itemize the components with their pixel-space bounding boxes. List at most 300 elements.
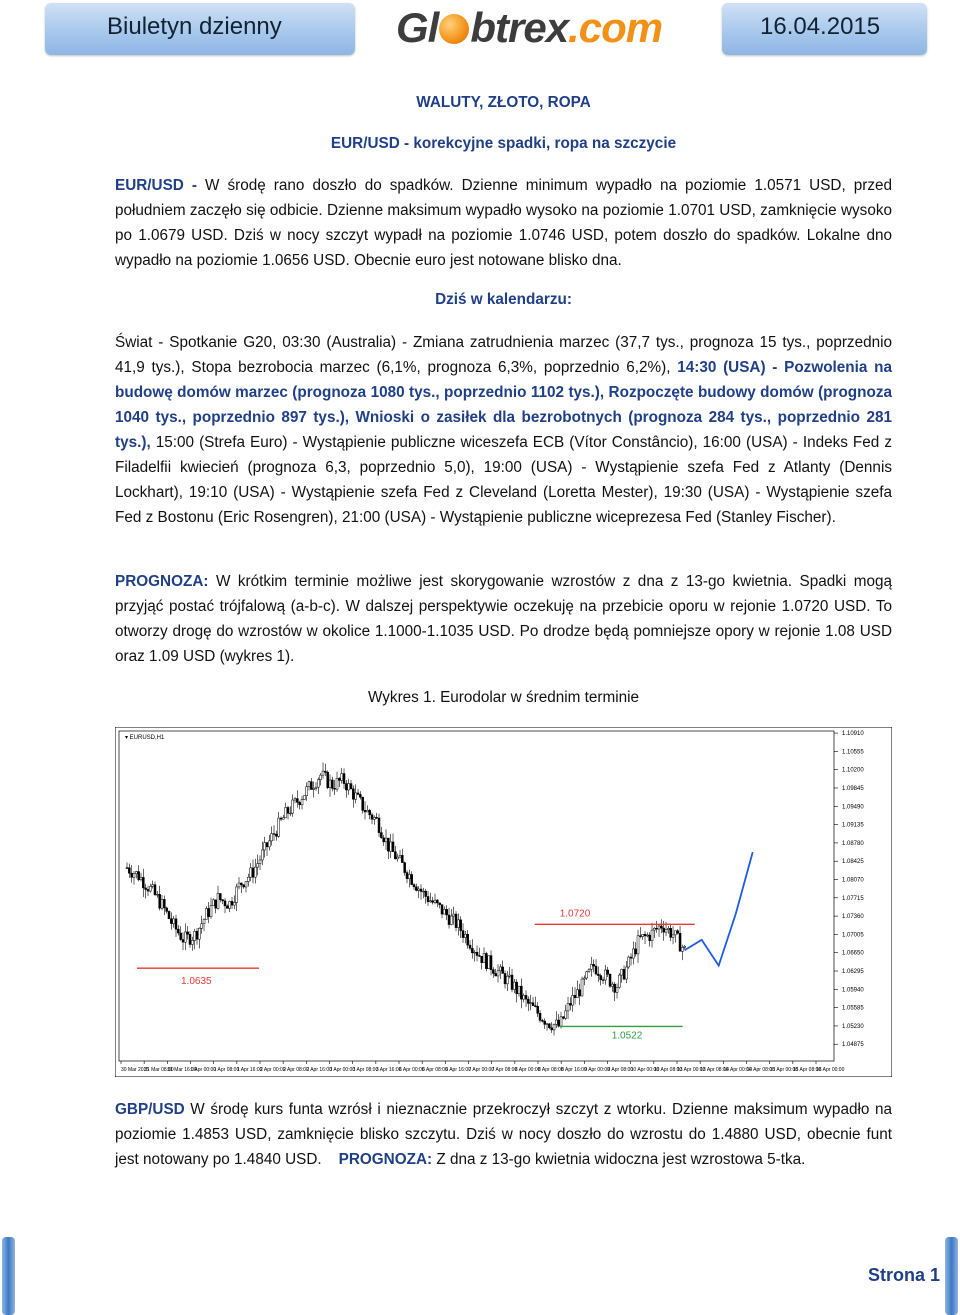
candle-body [455,914,457,928]
x-tick-label: 6 Apr 00:00 [399,1067,425,1073]
y-tick-label: 1.07005 [842,932,864,939]
y-tick-label: 1.05230 [842,1023,864,1030]
candle-body [194,931,196,940]
candle-body [474,952,476,953]
candle-body [485,953,487,968]
candle-body [530,1003,532,1004]
candle-body [392,842,394,852]
candle-body [350,784,352,789]
candle-body [128,868,130,873]
candle-body [663,928,665,932]
candle-body [275,834,277,836]
candle-body [630,957,632,958]
candle-body [303,796,305,800]
candle-body [352,789,354,799]
y-tick-label: 1.08425 [842,859,864,866]
candle-body [581,979,583,996]
candle-body [399,855,401,857]
candle-body [478,955,480,956]
candle-body [287,807,289,813]
candle-body [317,780,319,788]
candle-body [513,982,515,989]
candle-body [296,799,298,803]
candle-body [518,986,520,994]
candle-body [520,986,522,999]
candle-body [628,957,630,967]
candle-body [586,972,588,978]
candle-body [233,902,235,905]
candle-body [278,818,280,836]
candle-body [574,995,576,997]
x-tick-label: 9 Apr 00:00 [584,1067,610,1073]
candle-body [126,868,128,869]
candle-body [404,863,406,873]
section-title: WALUTY, ZŁOTO, ROPA [416,94,591,111]
candle-body [261,850,263,860]
gbpusd-paragraph [115,1097,892,1172]
candle-body [236,887,238,903]
candle-body [299,802,301,804]
candle-body [142,877,144,888]
candle-body [679,933,681,951]
candle-body [595,966,597,974]
candle-body [252,868,254,877]
candle-body [660,926,662,928]
x-tick-label: 7 Apr 00:00 [468,1067,495,1073]
x-tick-label: 1 Apr 08:00 [213,1067,240,1073]
candle-body [140,877,142,879]
candle-body [217,894,219,909]
candle-body [516,982,518,994]
candle-body [427,896,429,901]
footer-left-bar [2,1237,15,1315]
candle-body [497,971,499,976]
calendar-paragraph [115,330,892,530]
candle-body [523,995,525,999]
candle-body [145,888,147,890]
candle-body [229,901,231,908]
candle-body [441,905,443,914]
candle-body [672,935,674,937]
candle-body [159,894,161,908]
candle-body [306,787,308,796]
candle-body [609,974,611,986]
candle-body [226,906,228,909]
x-tick-label: 1 Apr 16:00 [236,1067,263,1073]
candle-body [471,948,473,953]
candle-body [649,935,651,941]
candle-body [511,975,513,989]
candle-body [656,928,658,929]
candle-body [320,775,322,780]
candle-body [357,793,359,794]
candle-body [560,1017,562,1026]
x-tick-label: 15 Apr 00:00 [769,1067,799,1073]
x-tick-label: 8 Apr 16:00 [561,1067,587,1073]
candle-body [593,964,595,966]
candle-body [483,953,485,962]
candle-body [376,817,378,818]
candle-body [527,999,529,1003]
candle-body [362,797,364,810]
candle-body [378,818,380,833]
candle-body [308,782,310,787]
logo-text-post: btrex [470,4,569,51]
x-tick-label: 2 Apr 00:00 [260,1067,286,1073]
candle-body [541,1020,543,1021]
globtrex-logo [396,4,662,52]
candle-body [264,843,266,850]
x-tick-label: 13 Apr 08:00 [700,1067,729,1073]
candle-body [469,945,471,948]
candle-body [205,909,207,920]
candle-body [294,799,296,800]
candle-body [187,932,189,934]
gbpusd-lead: GBP/USD [115,1101,185,1118]
candle-body [651,930,653,941]
candle-body [385,838,387,842]
x-tick-label: 10 Apr 08:00 [653,1067,683,1073]
candle-body [247,877,249,881]
candle-body [201,924,203,928]
candle-body [131,873,133,877]
y-tick-label: 1.04875 [842,1042,864,1049]
x-tick-label: 6 Apr 16:00 [445,1067,471,1073]
candle-body [254,867,256,877]
candle-body [567,1003,569,1010]
candle-body [504,973,506,983]
candle-body [390,842,392,851]
candle-body [289,813,291,814]
candle-body [611,984,613,986]
candle-body [439,903,441,905]
candle-body [616,987,618,992]
x-tick-label: 1 Apr 00:00 [190,1067,217,1073]
candle-body [481,956,483,962]
candle-body [257,864,259,868]
y-tick-label: 1.06650 [842,950,864,957]
candle-body [420,889,422,891]
y-tick-label: 1.08780 [842,840,864,847]
x-tick-label: 8 Apr 00:00 [514,1067,541,1073]
candle-body [579,990,581,996]
candle-body [450,916,452,924]
candle-body [182,939,184,942]
candle-body [488,956,490,969]
candle-body [415,887,417,891]
candle-body [453,914,455,916]
gbpusd-forecast-lead: PROGNOZA: [338,1151,433,1168]
x-tick-label: 10 Apr 00:00 [630,1067,660,1073]
candle-body [271,834,273,841]
calendar-part-2: 14:30 (USA) - Pozwolenia na budowę domów marzec (prognoza 1080 tys., poprzednio 1102 tys.), Rozpoczęte budowy domów (prognoza 1040 tys., poprzednio 897 tys.), Wnioski o zasiłek dla bezrobotnych (prognoza 284 tys., poprzednio 281 tys.), [115,359,892,451]
candle-body [313,788,315,789]
candle-body [371,815,373,819]
y-tick-label: 1.08070 [842,877,864,884]
candle-body [149,886,151,891]
eurusd-chart [115,727,892,1077]
candle-body [147,889,149,891]
candle-body [464,934,466,937]
candle-body [273,834,275,835]
y-tick-label: 1.07715 [842,895,864,902]
chart-caption: Wykres 1. Eurodolar w średnim terminie [367,689,640,706]
candle-body [198,928,200,939]
candle-body [387,838,389,851]
candle-body [639,936,641,937]
candle-body [429,901,431,902]
candle-body [614,984,616,992]
candle-body [250,868,252,877]
bulletin-date: 16.04.2015 [760,13,881,40]
calendar-part-3: 15:00 (Strefa Euro) - Wystąpienie publiczne wiceszefa ECB (Vítor Constâncio), 16:00 (USA) - Indeks Fed z Filadelfii kwiecień (prognoza 6,3, poprzednio 5,0), 19:00 (USA) - Wystąpienie szefa Fed z Atlanty (Dennis Lockhart), 19:10 (USA) - Wystąpienie szefa Fed z Cleveland (Loretta Mester), 19:30 (USA) - Wystąpienie szefa Fed z Bostonu (Eric Rosengren), 21:00 (USA) - Wystąpienie publiczne wiceprezesa Fed (Stanley Fischer). [115,434,892,526]
candle-body [644,934,646,936]
x-tick-label: 3 Apr 16:00 [375,1067,402,1073]
candle-body [259,860,261,864]
candle-body [602,980,604,981]
candle-body [432,901,434,903]
candle-body [448,915,450,925]
candle-body [285,807,287,817]
y-tick-label: 1.09845 [842,785,864,792]
candle-body [681,947,683,951]
candle-body [173,919,175,924]
x-tick-label: 7 Apr 08:00 [491,1067,518,1073]
candle-body [667,928,669,929]
candle-body [364,810,366,812]
candle-body [219,894,221,900]
globe-icon [439,14,469,44]
candle-body [499,967,501,971]
forecast-paragraph [115,569,892,669]
support-1-label: 1.0635 [181,976,212,988]
candle-body [282,818,284,819]
candle-body [621,969,623,975]
candle-body [548,1024,550,1028]
candle-body [422,891,424,892]
y-tick-label: 1.10910 [842,731,864,738]
x-tick-label: 14 Apr 00:00 [723,1067,752,1073]
candle-body [184,932,186,942]
calendar-title: Dziś w kalendarzu: [435,291,572,308]
candle-body [268,841,270,847]
header-right-box [722,3,927,55]
y-tick-label: 1.10200 [842,767,864,774]
forecast-text: W krótkim terminie możliwe jest skorygowanie wzrostów z dna z 13-go kwietnia. Spadki mogą przyjąć postać trójfalową (a-b-c). W dalszej perspektywie oczekuję na przebicie oporu w rejonie 1.0720 USD. To otworzy drogę do wzrostów w okolice 1.1000-1.1035 USD. Po drodze będą pomniejsze opory w rejonie 1.08 USD oraz 1.09 USD (wykres 1). [115,573,892,665]
candle-body [231,901,233,905]
candle-body [490,956,492,970]
bulletin-title: Biuletyn dzienny [107,13,282,40]
y-tick-label: 1.09135 [842,822,864,829]
candle-body [224,901,226,906]
y-tick-label: 1.09490 [842,804,864,811]
candle-body [324,771,326,772]
candle-body [604,970,606,980]
candle-body [383,838,385,842]
logo-text-domain: .com [568,4,663,51]
candle-body [163,899,165,908]
candle-body [558,1020,560,1026]
candle-body [462,931,464,938]
y-tick-label: 1.10555 [842,749,864,756]
candle-body [166,908,168,911]
x-tick-label: 14 Apr 08:00 [746,1067,775,1073]
forecast-lead: PROGNOZA: [115,573,209,590]
candle-body [670,928,672,937]
candle-body [555,1020,557,1024]
y-tick-label: 1.06295 [842,969,864,976]
x-tick-label: 3 Apr 08:00 [352,1067,379,1073]
candle-body [467,934,469,945]
candle-body [170,919,172,924]
candle-body [177,929,179,933]
candle-body [245,881,247,887]
x-tick-label: 6 Apr 08:00 [422,1067,448,1073]
x-tick-label: 9 Apr 08:00 [607,1067,634,1073]
x-tick-label: 13 Apr 00:00 [677,1067,706,1073]
candle-body [394,852,396,859]
candle-body [212,900,214,906]
candle-body [446,909,448,915]
candle-body [618,975,620,987]
candle-body [434,900,436,902]
candle-body [583,978,585,979]
candle-body [154,885,156,895]
candle-body [632,949,634,958]
x-tick-label: 2 Apr 16:00 [306,1067,332,1073]
candle-body [665,930,667,933]
y-tick-label: 1.07360 [842,914,864,921]
candle-body [280,818,282,819]
x-tick-label: 16 Apr 00:00 [816,1067,845,1073]
candle-body [565,1011,567,1018]
header-left-box [45,3,355,55]
candle-body [551,1028,553,1030]
candle-body [495,973,497,976]
candle-body [476,952,478,955]
candle-body [369,810,371,814]
candle-body [243,885,245,887]
candle-body [562,1017,564,1019]
candle-body [338,778,340,780]
candle-body [175,919,177,929]
page-number: Strona 1 [868,1265,941,1285]
footer-right-bar [945,1237,958,1315]
candle-body [534,1006,536,1007]
candle-body [457,920,459,928]
eurusd-paragraph [115,173,892,273]
candle-body [196,931,198,939]
candle-body [168,911,170,918]
candle-body [460,920,462,931]
candle-body [215,900,217,908]
candle-body [607,970,609,974]
x-tick-label: 31 Mar 16:00 [167,1067,197,1073]
candle-body [576,990,578,998]
candle-body [341,774,343,781]
candle-body [623,969,625,979]
candle-body [292,800,294,813]
candle-body [684,946,686,947]
candle-body [210,906,212,917]
candle-body [653,928,655,930]
x-tick-label: 30 Mar 2015 [121,1067,150,1073]
candle-body [658,926,660,929]
candle-body [509,975,511,976]
eurusd-lead: EUR/USD - [115,177,197,194]
candle-body [366,810,368,812]
candle-body [156,894,158,895]
candle-body [238,883,240,887]
candle-body [635,949,637,954]
gbpusd-text: W środę kurs funta wzrósł i nieznacznie przekroczył szczyt z wtorku. Dzienne maksimum wypadło na poziomie 1.4853 USD, zamknięcie blisko szczytu. Dziś w nocy doszło do wzrostu do 1.4880 USD, obecnie funt jest notowany po 1.4840 USD. [115,1101,892,1168]
candle-body [203,919,205,923]
candle-body [532,1003,534,1006]
candle-body [406,873,408,879]
candle-body [355,793,357,799]
gbpusd-forecast-text: Z dna z 13-go kwietnia widoczna jest wzrostowa 5-tka. [432,1151,806,1168]
candle-body [544,1021,546,1024]
candle-body [336,778,338,789]
x-tick-label: 31 Mar 08:00 [144,1067,174,1073]
candle-body [180,933,182,939]
candle-body [191,940,193,944]
candle-body [152,885,154,887]
candle-body [569,1003,571,1005]
candle-body [343,774,345,784]
candle-body [506,976,508,984]
candle-body [443,909,445,914]
candle-body [492,970,494,974]
candle-body [373,817,375,819]
candle-body [537,1006,539,1013]
candle-body [413,884,415,886]
candle-body [331,780,333,788]
candle-body [637,936,639,954]
x-tick-label: 15 Apr 08:00 [792,1067,822,1073]
candle-body [411,874,413,884]
candle-body [590,964,592,969]
x-tick-label: 2 Apr 08:00 [283,1067,309,1073]
candle-body [208,909,210,917]
candle-body [418,889,420,890]
resistance-label: 1.0720 [559,908,591,920]
candle-body [329,780,331,788]
candle-body [502,967,504,973]
headline: EUR/USD - korekcyjne spadki, ropa na szczycie [330,135,677,152]
candle-body [677,931,679,934]
y-tick-label: 1.05585 [842,1005,864,1012]
candle-body [161,899,163,908]
candle-body [266,843,268,847]
x-tick-label: 8 Apr 08:00 [538,1067,564,1073]
candle-body [380,833,382,838]
candle-body [401,855,403,862]
candle-body [315,787,317,788]
candle-body [600,976,602,980]
candle-body [625,967,627,979]
candle-body [646,935,648,936]
candle-body [327,772,329,787]
candle-body [525,995,527,999]
candle-body [133,874,135,878]
eurusd-text: W środę rano doszło do spadków. Dzienne minimum wypadło na poziomie 1.0571 USD, przed południem zaczęło się odbicie. Dzienne maksimum wypadło wysoko na poziomie 1.0701 USD, zamknięcie wysoko po 1.0679 USD. Dziś w nocy szczyt wypadł na poziomie 1.0746 USD, potem doszło do spadków. Lokalne dno wypadło na poziomie 1.0656 USD. Obecnie euro jest notowane blisko dna. [115,177,892,269]
candle-body [301,800,303,805]
x-tick-label: 3 Apr 00:00 [329,1067,356,1073]
candle-body [642,934,644,936]
candle-body [588,969,590,971]
candle-body [425,891,427,896]
